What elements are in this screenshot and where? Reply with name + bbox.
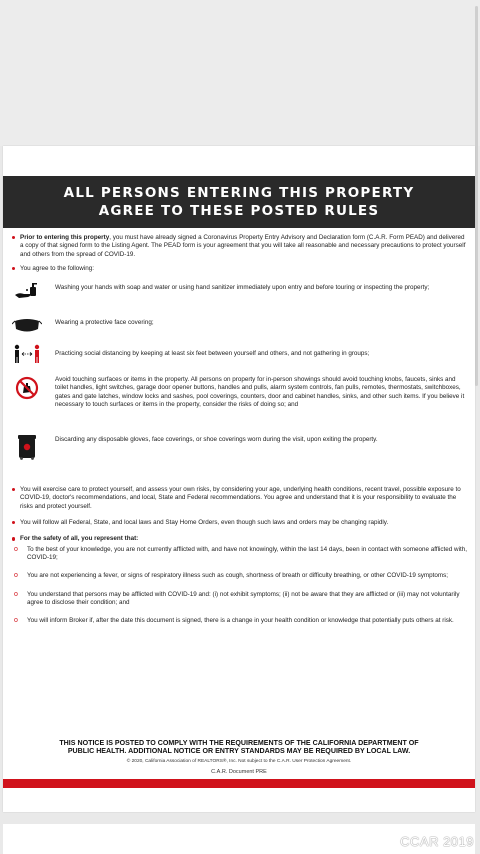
laws-paragraph: You will follow all Federal, State, and local laws and Stay Home Orders, even though such laws and orders may be changing rapidly. <box>11 519 467 527</box>
document-page <box>3 146 475 812</box>
social-distance-icon <box>11 344 43 364</box>
footer-red-bar <box>3 779 475 788</box>
rule-text: Practicing social distancing by keeping at least six feet between yourself and others, and not gathering in groups; <box>55 350 370 358</box>
care-paragraph: You will exercise care to protect yourself, and assess your own risks, by considering your age, underlying health conditions, recent travel, possible exposure to COVID-19, doctor's recommendations, and local, State and Federal recommendations. You agree and understand that it is your responsibility to evaluate the risks and protect yourself. <box>11 486 467 511</box>
rule-item <box>11 316 467 344</box>
representation-item: o You are not experiencing a fever, or signs of respiratory illness such as cough, shortness of breath or difficulty breathing, or other COVID-19 symptoms; <box>14 572 449 580</box>
agree-heading: You agree to the following: <box>11 265 467 273</box>
representation-item: o You will inform Broker if, after the date this document is signed, there is a change in your health condition or knowledge that potentially puts others at risk. <box>14 617 454 625</box>
copyright-line: © 2020, California Association of REALTORS®, Inc. Not subject to the C.A.R. User Protection Agreement. <box>126 759 352 764</box>
circle-bullet-icon: o <box>14 572 18 580</box>
rule-text: Wearing a protective face covering; <box>55 319 154 327</box>
rule-item <box>11 344 467 376</box>
no-touch-icon <box>11 376 43 400</box>
safety-heading: For the safety of all, you represent that: <box>11 535 467 543</box>
representation-item: o You understand that persons may be afflicted with COVID-19 and: (i) not exhibit symptoms; (ii) not be aware that they are afflicted or (iii) may not voluntarily agree to disclose their condition; and <box>14 590 460 606</box>
face-mask-icon <box>11 316 43 334</box>
title-line-1: ALL PERSONS ENTERING THIS PROPERTY <box>63 185 415 201</box>
title-line-2: AGREE TO THESE POSTED RULES <box>98 203 380 219</box>
intro-paragraph: Prior to entering this property, you must have already signed a Coronavirus Property Entry Advisory and Declaration form (C.A.R. Form PEAD) and delivered a copy of that signed form to the Listing Agent. The PEAD form is your agreement that you will take all reasonable and necessary precautions to protect yourself and others from the spread of COVID-19. <box>11 234 467 259</box>
representation-item: o To the best of your knowledge, you are not currently afflicted with, and have not knowingly, within the last 14 days, been in contact with someone afflicted with, COVID-19; <box>14 545 467 561</box>
scrollbar[interactable] <box>475 6 478 386</box>
trash-bin-icon <box>11 434 43 460</box>
hand-sanitizer-icon <box>11 283 43 301</box>
circle-bullet-icon: o <box>14 590 18 598</box>
compliance-notice: THIS NOTICE IS POSTED TO COMPLY WITH THE REQUIREMENTS OF THE CALIFORNIA DEPARTMENT OF PUBLIC HEALTH. ADDITIONAL NOTICE OR ENTRY STANDARDS MAY BE REQUIRED BY LOCAL LAW. <box>59 739 419 756</box>
document-content <box>11 234 467 634</box>
rule-item <box>11 376 467 434</box>
circle-bullet-icon: o <box>14 617 18 625</box>
rule-text: Avoid touching surfaces or items in the property. All persons on property for in-person showings should avoid touching knobs, faucets, sinks and toilet handles, light switches, garage door opener buttons, handles and pulls, alarm system controls, fan pulls, remotes, thermostats, switchboxes, gates and gate latches, window locks and sashes, pool coverings, counters, door and cabinet handles, sinks, and other such items. If you believe it necessary to touch surfaces or items in the property, consider the risks of doing so; and <box>55 376 465 409</box>
rule-text: Discarding any disposable gloves, face coverings, or shoe coverings worn during the visit, upon exiting the property. <box>55 436 378 444</box>
watermark: CCAR 2019 <box>400 834 474 849</box>
rule-item <box>11 434 467 486</box>
title-banner <box>3 176 475 228</box>
rule-text: Washing your hands with soap and water or using hand sanitizer immediately upon entry and before touring or inspecting the property; <box>55 284 430 292</box>
rule-item <box>11 283 467 316</box>
document-id: C.A.R. Document PRE <box>211 769 267 775</box>
circle-bullet-icon: o <box>14 545 18 553</box>
blank-top-area <box>0 0 480 146</box>
